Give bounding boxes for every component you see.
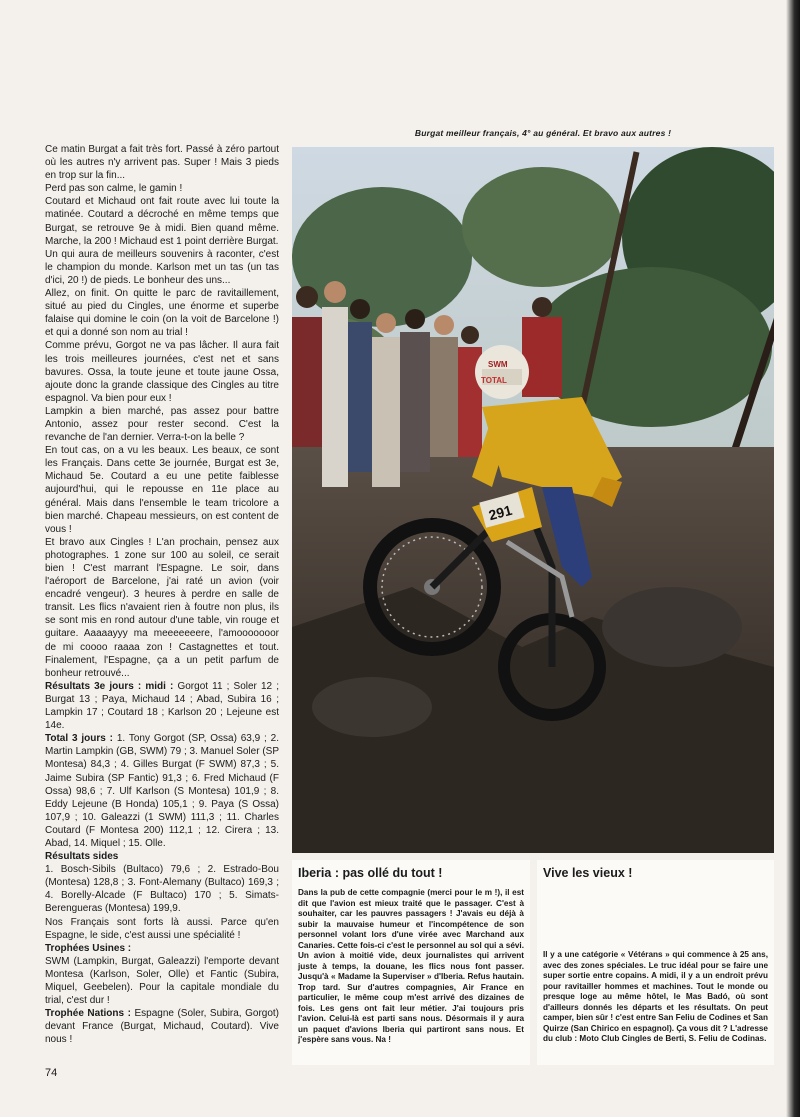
article-paragraph: Perd pas son calme, le gamin ! bbox=[45, 183, 183, 195]
article-paragraph: 1. Bosch-Sibils (Bultaco) 79,6 ; 2. Estrado-Bou (Montesa) 128,8 ; 3. Font-Alemany (Bultaco) 169,3 ; 4. Borelly-Alcade (F Bultaco) 170 ; 5. Simats-Berengueras (Montesa) 199,9. bbox=[45, 864, 279, 915]
sponsor-logo: TOTAL bbox=[481, 376, 507, 385]
section-heading: Trophées Usines : bbox=[45, 942, 132, 954]
helmet-logo: SWM bbox=[488, 360, 508, 369]
veterans-title: Vive les vieux ! bbox=[543, 866, 633, 880]
iberia-title: Iberia : pas ollé du tout ! bbox=[298, 866, 443, 880]
page-edge-shadow bbox=[786, 0, 800, 1117]
article-paragraph: En tout cas, on a vu les beaux. Les beaux, ce sont les Français. Dans cette 3e journée, Burgat est 3e, Michaud 5e. Coutard a eu une petite faiblesse aujourd'hui, qui le repousse en 11e place au général. Mais dans l'ensemble le team tricolore a bien marché. Chapeau messieurs, on est content de vous ! bbox=[45, 445, 279, 535]
article-column bbox=[45, 143, 279, 1046]
article-paragraph: Un qui aura de meilleurs souvenirs à raconter, c'est le champion du monde. Karlson met un tas (un tas d'ici, 20 !) de pieds. Le bonheur des uns... bbox=[45, 248, 279, 286]
article-paragraph: Et bravo aux Cingles ! L'an prochain, pensez aux photographes. 1 zone sur 100 au soleil, ce serait bien ! C'est marrant l'Espagne. Le soir, dans l'aéroport de Barcelone, j'ai raté un avion (voir encadré vengeur). 3 heures à perdre en salle de transit. Les flics n'avaient rien à foutre non plus, ils se sont mis en rond autour d'une table, vin rouge et guitare. Aaaaayyy ma meeeeeeere, l'amooooooor de mi coooo raaaa zon ! Castagnettes et tout. Finalement, l'Espagne, ça a un petit parfum de bonheur retrouvé... bbox=[45, 536, 279, 679]
results-heading: Total 3 jours : bbox=[45, 733, 114, 745]
article-paragraph: Coutard et Michaud ont fait route avec lui toute la matinée. Coutard a décroché en même temps que Burgat, se retrouve 9e à midi. Bien quand même. Marche, la 200 ! Michaud est 1 point derrière Burgat. bbox=[45, 196, 279, 247]
race-number: 291 bbox=[486, 501, 514, 524]
photo-caption: Burgat meilleur français, 4° au général. Et bravo aux autres ! bbox=[414, 128, 672, 138]
article-paragraph: Lampkin a bien marché, pas assez pour battre Antonio, assez pour rester second. C'est la revanche de l'an dernier. Verra-t-on la belle ? bbox=[45, 405, 279, 444]
results-text: 1. Tony Gorgot (SP, Ossa) 63,9 ; 2. Martin Lampkin (GB, SWM) 79 ; 3. Manuel Soler (SP Montesa) 84,3 ; 4. Gilles Burgat (F SWM) 87,3 ; 5. Jaime Subira (SP Fantic) 91,3 ; 6. Fred Michaud (F Ossa) 98,6 ; 7. Ulf Karlson (S Montesa) 101,9 ; 8. Eddy Lejeune (B Honda) 105,1 ; 9. Paya (S Ossa) 107,9 ; 10. Galeazzi (1 SWM) 111,3 ; 11. Charles Coutard (F Montesa 200) 112,1 ; 12. Cirera ; 13. Abad, 14. Miquel ; 15. Olle. bbox=[45, 733, 279, 849]
article-paragraph: SWM (Lampkin, Burgat, Galeazzi) l'emporte devant Montesa (Karlson, Soler, Olle) et Fantic (Subira, Miquel, Geebelen). Pour la capitale mondiale du trial, c'est dur ! bbox=[45, 955, 279, 1007]
results-text: Espagne (Soler, Subira, Gorgot) devant France (Burgat, Michaud, Coutard). Vive nous ! bbox=[45, 1008, 280, 1046]
iberia-sidebar bbox=[292, 860, 530, 1065]
results-paragraph bbox=[45, 732, 279, 850]
page-number: 74 bbox=[45, 1067, 58, 1079]
iberia-text: Dans la pub de cette compagnie (merci pour le m !), il est dit que l'avion est mieux traité que le passager. C'est à souhaiter, car les pauvres passagers ! J'avais eu déjà à subir la mauvaise humeur et l'incompétence de son personnel volant lors d'une virée avec Marchand aux Canaries. Cette fois-ci c'est le personnel au sol qui a sévi. Un avion à moitié vide, deux journalistes qui arrivent juste à temps, la douane, les flics nous font passer. Jusqu'à « Madame la Superviser » d'Iberia. Refus hautain. Trop tard. Sur d'autres compagnies, Air France en particulier, le même coup m'est arrivé des dizaines de fois. Les gens ont fait leur métier. J'ai toujours pris l'avion. Celui-là est parti sans nous. Désormais il y aura un paquet d'avions Iberia qui partiront sans nous. Et j'espère sans vous. Na ! bbox=[298, 888, 524, 1044]
veterans-text: Il y a une catégorie « Vétérans » qui commence à 25 ans, avec des zones spéciales. Le truc idéal pour se faire une super sortie entre copains. A midi, il y a un endroit prévu pour ravitailler hommes et machines. Tout le monde ou presque loge au même hôtel, le Mas Badó, où sont d'ailleurs donnés les départs et les résultats. On peut camper, bien sûr ! c'est entre San Feliu de Codines et San Quirze (San Chirico en espagnol). Ça vous dit ? L'adresse du club : Moto Club Cingles de Berti, S. Feliu de Codinas. bbox=[543, 950, 768, 1043]
results-heading: Trophée Nations : bbox=[45, 1008, 131, 1020]
veterans-sidebar bbox=[537, 860, 774, 1065]
results-heading: Résultats 3e jours : midi : bbox=[45, 680, 174, 692]
rider-photo-illustration bbox=[292, 147, 774, 853]
article-paragraph: Nos Français sont forts là aussi. Parce qu'en Espagne, le side, c'est aussi une spécialité ! bbox=[45, 916, 279, 941]
results-text: Gorgot 11 ; Soler 12 ; Burgat 13 ; Paya, Michaud 14 ; Abad, Subira 16 ; Lampkin 17 ; Coutard 18 ; Karlson 20 ; Lejeune est 14e. bbox=[45, 680, 279, 732]
results-paragraph bbox=[45, 1007, 279, 1046]
section-heading: Résultats sides bbox=[45, 851, 119, 863]
article-paragraph: Allez, on finit. On quitte le parc de ravitaillement, situé au pied du Cingles, une énorme et superbe falaise qui domine le coin (on la voit de Barcelone !) et qui a donné son nom au trial ! bbox=[45, 288, 279, 339]
article-paragraph: Ce matin Burgat a fait très fort. Passé à zéro partout où les autres n'y arrivent pas. Super ! Mais 3 pieds en trop sur la fin... bbox=[45, 144, 279, 182]
results-paragraph bbox=[45, 680, 279, 732]
rider-photo bbox=[292, 147, 774, 853]
article-paragraph: Comme prévu, Gorgot ne va pas lâcher. Il aura fait les trois meilleures journées, c'est net et sans bavures. Ossa, la toute jeune et toute jaune Ossa, ajoute donc la grande classique des Cingles au titre espagnol. Va bien pour eux ! bbox=[45, 340, 279, 404]
